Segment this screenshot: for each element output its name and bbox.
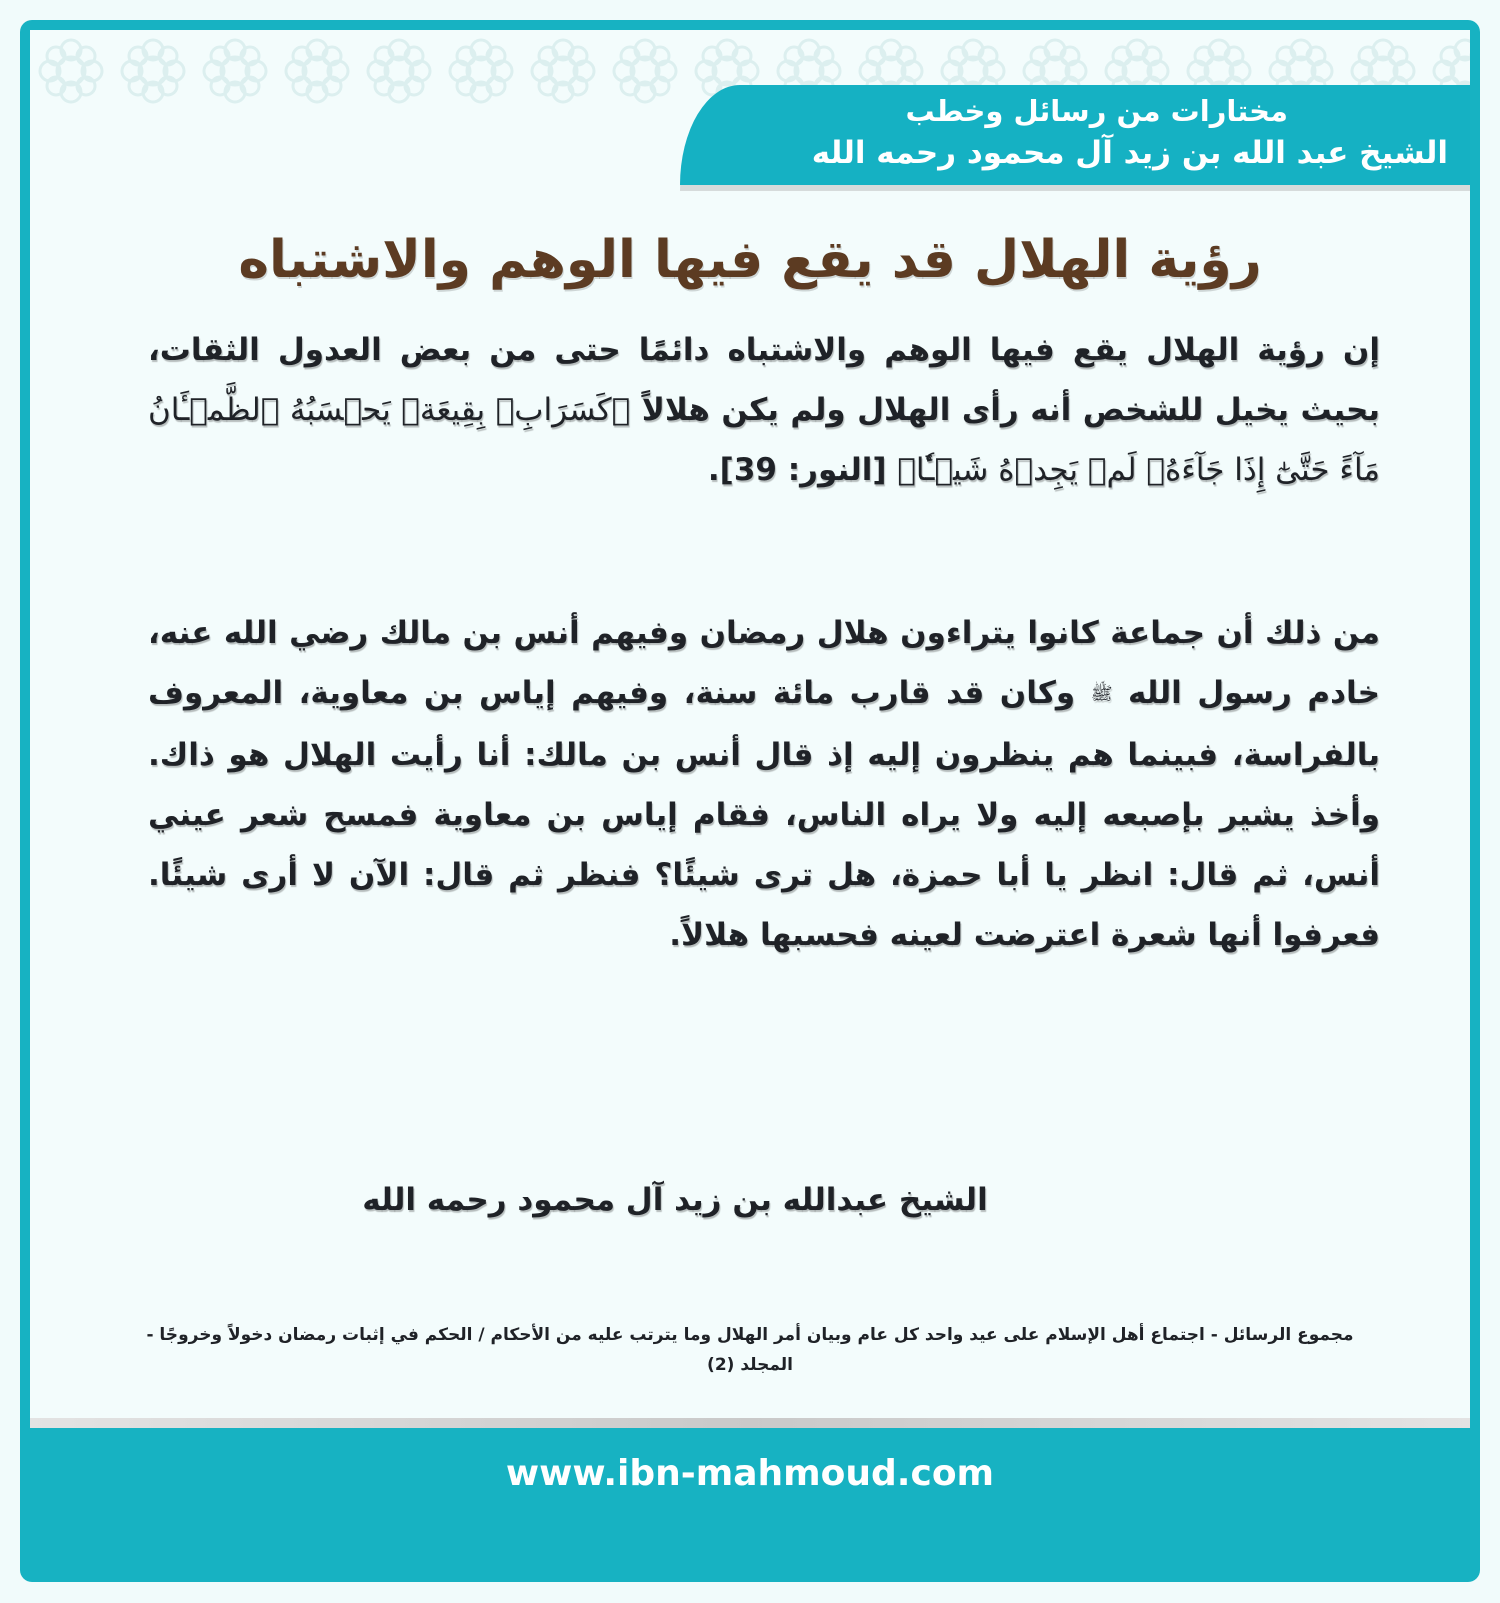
salla-icon: ﷺ [1090, 683, 1113, 705]
paragraph-1-intro: إن رؤية الهلال يقع فيها الوهم والاشتباه دائمًا حتى من بعض العدول الثقات، بحيث يخيل للشخص أنه رأى الهلال ولم يكن هلالاً [148, 332, 1381, 428]
divider-shadow [30, 1418, 1470, 1428]
paragraph-1 [148, 320, 1380, 500]
content-card [30, 30, 1470, 1428]
paragraph-2 [148, 603, 1380, 965]
source-citation: مجموع الرسائل - اجتماع أهل الإسلام على عيد واحد كل عام وبيان أمر الهلال وما يترتب عليه من الأحكام / الحكم في إثبات رمضان دخولاً وخروجًا - المجلد (2) [146, 1325, 1354, 1375]
website-link[interactable]: www.ibn-mahmoud.com [505, 1453, 995, 1494]
quran-verse: ﴿كَسَرَابِۢ بِقِيعَةٖ يَحۡسَبُهُ ٱلظَّمۡـَٔانُ مَآءً حَتَّىٰٓ إِذَا جَآءَهُۥ لَمۡ يَجِدۡهُ شَيۡـٔٗا﴾ [148, 392, 1380, 488]
outer-frame [20, 20, 1480, 1582]
signature: الشيخ عبدالله بن زيد آل محمود رحمه الله [362, 1182, 988, 1218]
paragraph-2-part-2: وكان قد قارب مائة سنة، وفيهم إياس بن معاوية، المعروف بالفراسة، فبينما هم ينظرون إليه إذ قال أنس بن مالك: أنا رأيت الهلال هو ذاك. وأخذ يشير بإصبعه إليه ولا يراه الناس، فقام إياس بن معاوية فمسح شعر عيني أنس، ثم قال: انظر يا أبا حمزة، هل ترى شيئًا؟ فنظر ثم قال: الآن لا أرى شيئًا. فعرفوا أنها شعرة اعترضت لعينه فحسبها هلالاً. [148, 675, 1380, 953]
article-title: رؤية الهلال قد يقع فيها الوهم والاشتباه [238, 230, 1262, 290]
verse-reference: [النور: 39]. [707, 452, 887, 488]
series-title: مختارات من رسائل وخطب [905, 94, 1288, 128]
header-banner [680, 85, 1470, 185]
paragraph-2-part-1: من ذلك أن جماعة كانوا يتراءون هلال رمضان وفيهم أنس بن مالك رضي الله عنه، خادم رسول الله [148, 615, 1381, 711]
author-title: الشيخ عبد الله بن زيد آل محمود رحمه الله [811, 135, 1448, 171]
